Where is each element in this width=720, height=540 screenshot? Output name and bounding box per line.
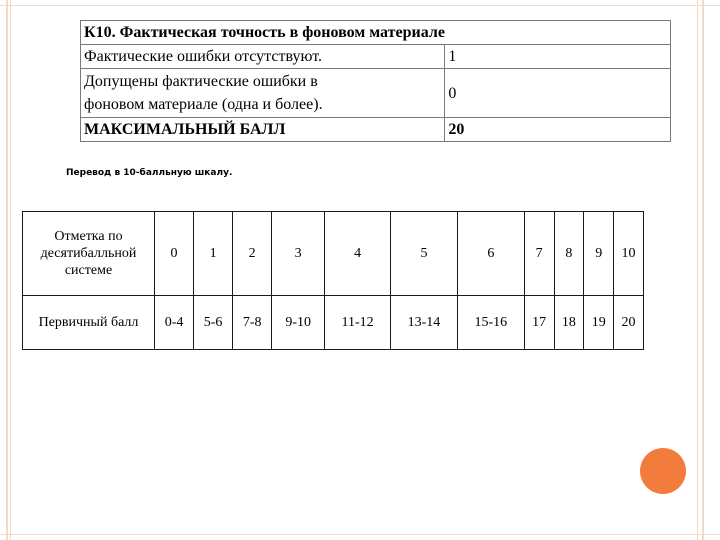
scale-row-primary — [23, 296, 644, 350]
scale-primary-cell: 7-8 — [233, 296, 272, 350]
criteria-table — [80, 20, 671, 142]
scale-grade-cell: 0 — [155, 212, 194, 296]
scale-grade-label-line: десятибалльной — [40, 246, 137, 261]
scale-grade-cell: 9 — [584, 212, 614, 296]
scale-grade-label-line: Отметка по — [54, 229, 123, 244]
scale-primary-cell: 5-6 — [194, 296, 233, 350]
scale-grade-cell: 10 — [614, 212, 644, 296]
criteria-title: К10. Фактическая точность в фоновом материале — [81, 21, 445, 45]
criteria-score: 1 — [445, 45, 671, 69]
criteria-text-line: фоновом материале (одна и более). — [84, 96, 323, 113]
scale-grade-label — [23, 212, 155, 296]
scale-primary-cell: 18 — [554, 296, 584, 350]
scale-primary-cell: 13-14 — [391, 296, 458, 350]
criteria-row-max — [81, 118, 671, 142]
scale-primary-cell: 19 — [584, 296, 614, 350]
scale-grade-cell: 8 — [554, 212, 584, 296]
criteria-text-line: Допущены фактические ошибки в — [84, 73, 318, 90]
frame-line-left — [6, 0, 8, 540]
criteria-max-score: 20 — [445, 118, 671, 142]
frame-line-bottom — [0, 534, 720, 535]
scale-primary-label: Первичный балл — [23, 296, 155, 350]
scale-grade-cell: 3 — [272, 212, 325, 296]
criteria-text — [81, 69, 445, 118]
scale-table — [22, 211, 644, 350]
scale-primary-cell: 0-4 — [155, 296, 194, 350]
frame-line-top — [0, 5, 720, 6]
scale-grade-label-line: системе — [64, 263, 113, 278]
scale-row-grade — [23, 212, 644, 296]
scale-grade-cell: 4 — [325, 212, 391, 296]
criteria-text: Фактические ошибки отсутствуют. — [81, 45, 445, 69]
criteria-row — [81, 69, 671, 118]
criteria-max-label: МАКСИМАЛЬНЫЙ БАЛЛ — [81, 118, 445, 142]
scale-grade-cell: 7 — [524, 212, 554, 296]
frame-line-left-inner — [10, 0, 11, 540]
scale-grade-cell: 1 — [194, 212, 233, 296]
frame-line-right — [702, 0, 704, 540]
scale-caption: Перевод в 10-балльную шкалу. — [66, 168, 233, 178]
scale-primary-cell: 15-16 — [457, 296, 524, 350]
scale-grade-cell: 5 — [391, 212, 458, 296]
criteria-row — [81, 45, 671, 69]
scale-primary-cell: 9-10 — [272, 296, 325, 350]
scale-primary-cell: 11-12 — [325, 296, 391, 350]
frame-line-right-inner — [697, 0, 698, 540]
scale-grade-cell: 2 — [233, 212, 272, 296]
scale-primary-cell: 17 — [524, 296, 554, 350]
accent-circle — [640, 448, 686, 494]
criteria-score: 0 — [445, 69, 671, 118]
scale-primary-cell: 20 — [614, 296, 644, 350]
criteria-title-empty-cell — [445, 21, 671, 45]
criteria-title-row — [81, 21, 671, 45]
scale-grade-cell: 6 — [457, 212, 524, 296]
